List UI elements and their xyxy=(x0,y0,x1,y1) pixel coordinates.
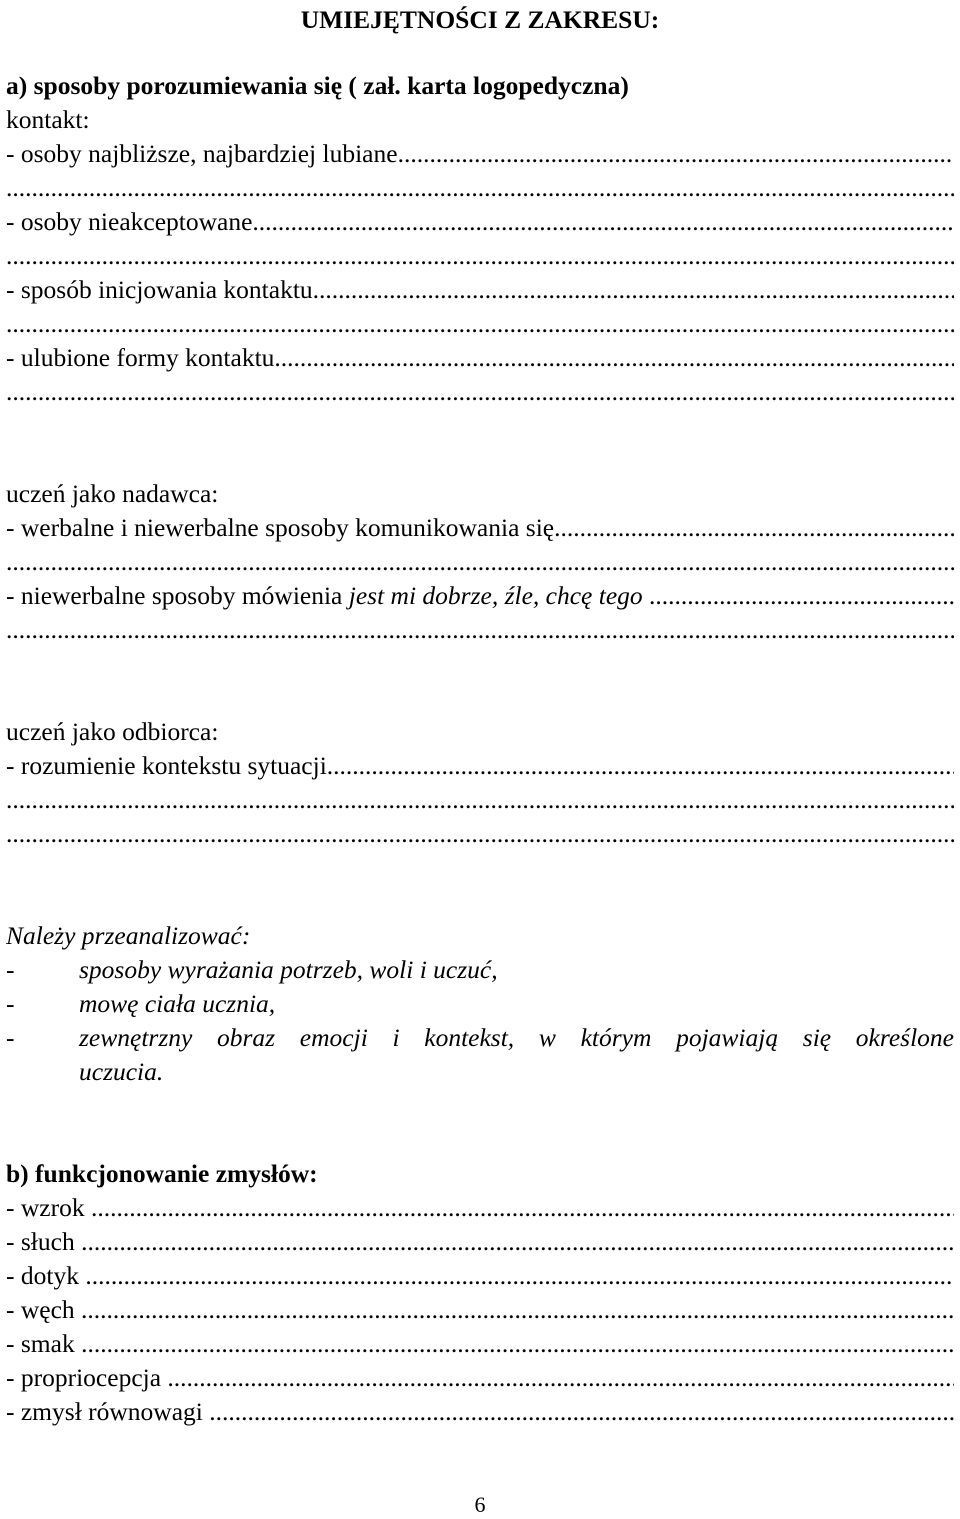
bullet-dash: - xyxy=(6,1023,15,1052)
dotted-line xyxy=(6,817,954,851)
dotted-fill xyxy=(81,1327,954,1361)
page-heading: UMIEJĘTNOŚCI Z ZAKRESU: xyxy=(300,5,660,34)
dotted-line xyxy=(6,239,954,273)
dotted-fill xyxy=(649,579,954,613)
analyze-item-text: zewnętrzny obraz emocji i kontekst, w którym pojawiają się określone xyxy=(79,1023,954,1052)
dotted-fill xyxy=(554,511,954,545)
dotted-line xyxy=(6,307,954,341)
bullet-dash: - xyxy=(6,989,15,1018)
sense-item-label: - smak xyxy=(6,1329,82,1358)
sense-item-label: - słuch xyxy=(6,1227,82,1256)
sense-item-touch xyxy=(6,1259,954,1293)
dotted-fill xyxy=(327,749,954,783)
receiver-label: uczeń jako odbiorca: xyxy=(6,717,219,746)
analyze-item-emotions-cont xyxy=(6,1055,954,1089)
dotted-fill xyxy=(274,341,954,375)
analyze-item-text: sposoby wyrażania potrzeb, woli i uczuć, xyxy=(79,955,498,984)
receiver-item-context xyxy=(6,749,954,783)
dotted-line xyxy=(6,375,954,409)
sender-item-label: - werbalne i niewerbalne sposoby komunikowania się xyxy=(6,513,555,542)
contact-label: kontakt: xyxy=(6,105,90,134)
dotted-line xyxy=(6,783,954,817)
sense-item-sight xyxy=(6,1191,954,1225)
contact-item-label: - osoby najbliższe, najbardziej lubiane xyxy=(6,139,398,168)
dotted-fill xyxy=(167,1361,954,1395)
analyze-item-needs xyxy=(6,953,954,987)
contact-item-favourite-forms xyxy=(6,341,954,375)
bullet-dash: - xyxy=(6,955,15,984)
contact-item-initiation xyxy=(6,273,954,307)
analyze-item-text: uczucia. xyxy=(79,1057,164,1086)
sense-item-label: - dotyk xyxy=(6,1261,86,1290)
contact-item-closest xyxy=(6,137,954,171)
contact-item-label: - osoby nieakceptowane xyxy=(6,207,253,236)
sender-label: uczeń jako nadawca: xyxy=(6,479,219,508)
contact-item-label: - ulubione formy kontaktu xyxy=(6,343,275,372)
page-number: 6 xyxy=(474,1492,486,1517)
dotted-fill xyxy=(252,205,954,239)
dotted-fill xyxy=(81,1225,954,1259)
sender-item-example: jest mi dobrze, źle, chcę tego xyxy=(348,581,650,610)
sense-item-hearing xyxy=(6,1225,954,1259)
sense-item-taste xyxy=(6,1327,954,1361)
dotted-fill xyxy=(91,1191,954,1225)
analyze-item-text: mowę ciała ucznia, xyxy=(79,989,276,1018)
analyze-item-body-language xyxy=(6,987,954,1021)
dotted-line xyxy=(6,613,954,647)
dotted-fill xyxy=(209,1395,954,1429)
dotted-line xyxy=(6,171,954,205)
sense-item-label: - węch xyxy=(6,1295,82,1324)
sense-item-smell xyxy=(6,1293,954,1327)
sense-item-balance xyxy=(6,1395,954,1429)
sender-item-label: - niewerbalne sposoby mówienia xyxy=(6,581,349,610)
sender-item-nonverbal xyxy=(6,579,954,613)
contact-item-unaccepted xyxy=(6,205,954,239)
sender-item-verbal xyxy=(6,511,954,545)
contact-item-label: - sposób inicjowania kontaktu xyxy=(6,275,313,304)
sense-item-label: - zmysł równowagi xyxy=(6,1397,210,1426)
dotted-fill xyxy=(398,137,954,171)
section-a-title: a) sposoby porozumiewania się ( zał. karta logopedyczna) xyxy=(6,71,629,100)
sense-item-label: - wzrok xyxy=(6,1193,91,1222)
receiver-item-label: - rozumienie kontekstu sytuacji xyxy=(6,751,327,780)
analyze-item-emotions xyxy=(6,1021,954,1055)
dotted-fill xyxy=(313,273,954,307)
sense-item-proprioception xyxy=(6,1361,954,1395)
analyze-label: Należy przeanalizować: xyxy=(6,921,251,950)
dotted-fill xyxy=(85,1259,954,1293)
section-b-title: b) funkcjonowanie zmysłów: xyxy=(6,1159,318,1188)
dotted-line xyxy=(6,545,954,579)
sense-item-label: - propriocepcja xyxy=(6,1363,168,1392)
dotted-fill xyxy=(81,1293,954,1327)
